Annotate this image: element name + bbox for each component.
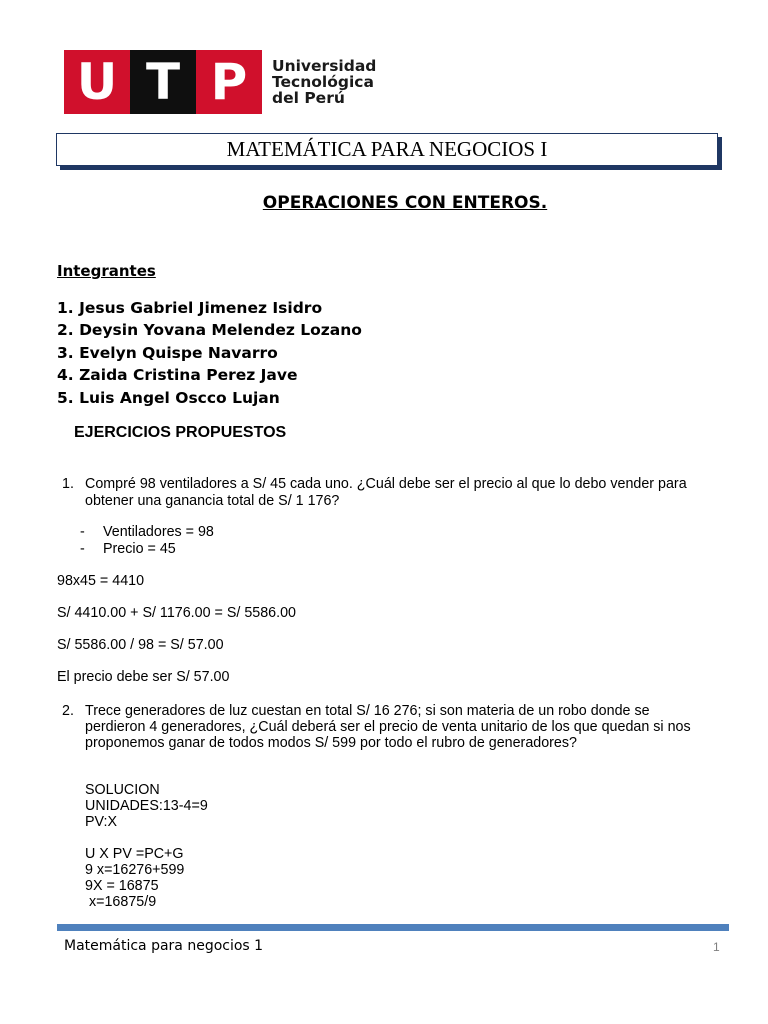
exercise-2-statement-line-2: perdieron 4 generadores, ¿Cuál deberá ser el precio de venta unitario de los que quedan si nos (85, 719, 691, 735)
member-item: 5. Luis Angel Oscco Lujan (57, 388, 280, 407)
footer-bar (57, 924, 729, 931)
members-list (57, 297, 362, 409)
integrantes-label: Integrantes (57, 262, 156, 280)
logo-letter-u: U (64, 50, 130, 114)
exercise-2-units: UNIDADES:13-4=9 (85, 798, 208, 814)
exercise-2-number: 2. (62, 703, 74, 719)
footer-text: Matemática para negocios 1 (64, 938, 264, 954)
utp-logo (64, 50, 376, 114)
exercise-2-equation-3: 9X = 16875 (85, 878, 159, 894)
exercise-1-bullet-1: Ventiladores = 98 (103, 524, 214, 540)
page-number: 1 (713, 940, 720, 954)
exercise-2-equation-2: 9 x=16276+599 (85, 862, 185, 878)
exercise-1-step-2: S/ 4410.00 + S/ 1176.00 = S/ 5586.00 (57, 605, 297, 621)
logo-line-3: del Perú (272, 89, 345, 107)
course-title-box (56, 133, 718, 166)
bullet-dash: - (80, 541, 85, 557)
exercise-2-statement-line-1: Trece generadores de luz cuestan en total S/ 16 276; si son materia de un robo donde se (85, 703, 650, 719)
bullet-dash: - (80, 524, 85, 540)
exercise-1-statement-line-1: Compré 98 ventiladores a S/ 45 cada uno. ¿Cuál debe ser el precio al que lo debo vender para (85, 476, 687, 492)
exercise-1-number: 1. (62, 476, 74, 492)
exercise-1-step-3: S/ 5586.00 / 98 = S/ 57.00 (57, 637, 224, 653)
member-item: 4. Zaida Cristina Perez Jave (57, 366, 298, 385)
logo-line-2: Tecnológica (272, 73, 374, 91)
exercise-1-step-1: 98x45 = 4410 (57, 573, 145, 589)
exercise-2-statement-line-3: proponemos ganar de todos modos S/ 599 por todo el rubro de generadores? (85, 735, 577, 751)
logo-line-1: Universidad (272, 57, 377, 75)
member-item: 3. Evelyn Quispe Navarro (57, 343, 278, 362)
exercise-2-equation-1: U X PV =PC+G (85, 846, 184, 862)
document-subtitle: OPERACIONES CON ENTEROS. (262, 193, 548, 213)
exercise-1-statement-line-2: obtener una ganancia total de S/ 1 176? (85, 493, 340, 509)
exercise-2-solution-label: SOLUCION (85, 782, 160, 798)
logo-wordmark (272, 50, 376, 114)
exercise-2-equation-4: x=16875/9 (85, 894, 157, 910)
exercise-1-answer: El precio debe ser S/ 57.00 (57, 669, 230, 685)
exercise-1-bullet-2: Precio = 45 (103, 541, 176, 557)
member-item: 1. Jesus Gabriel Jimenez Isidro (57, 299, 323, 317)
course-title: MATEMÁTICA PARA NEGOCIOS I (226, 137, 548, 161)
exercise-2-pv: PV:X (85, 814, 118, 830)
member-item: 2. Deysin Yovana Melendez Lozano (57, 321, 362, 340)
logo-letter-t: T (130, 50, 196, 114)
logo-letter-p: P (196, 50, 262, 114)
section-heading: EJERCICIOS PROPUESTOS (74, 424, 287, 441)
